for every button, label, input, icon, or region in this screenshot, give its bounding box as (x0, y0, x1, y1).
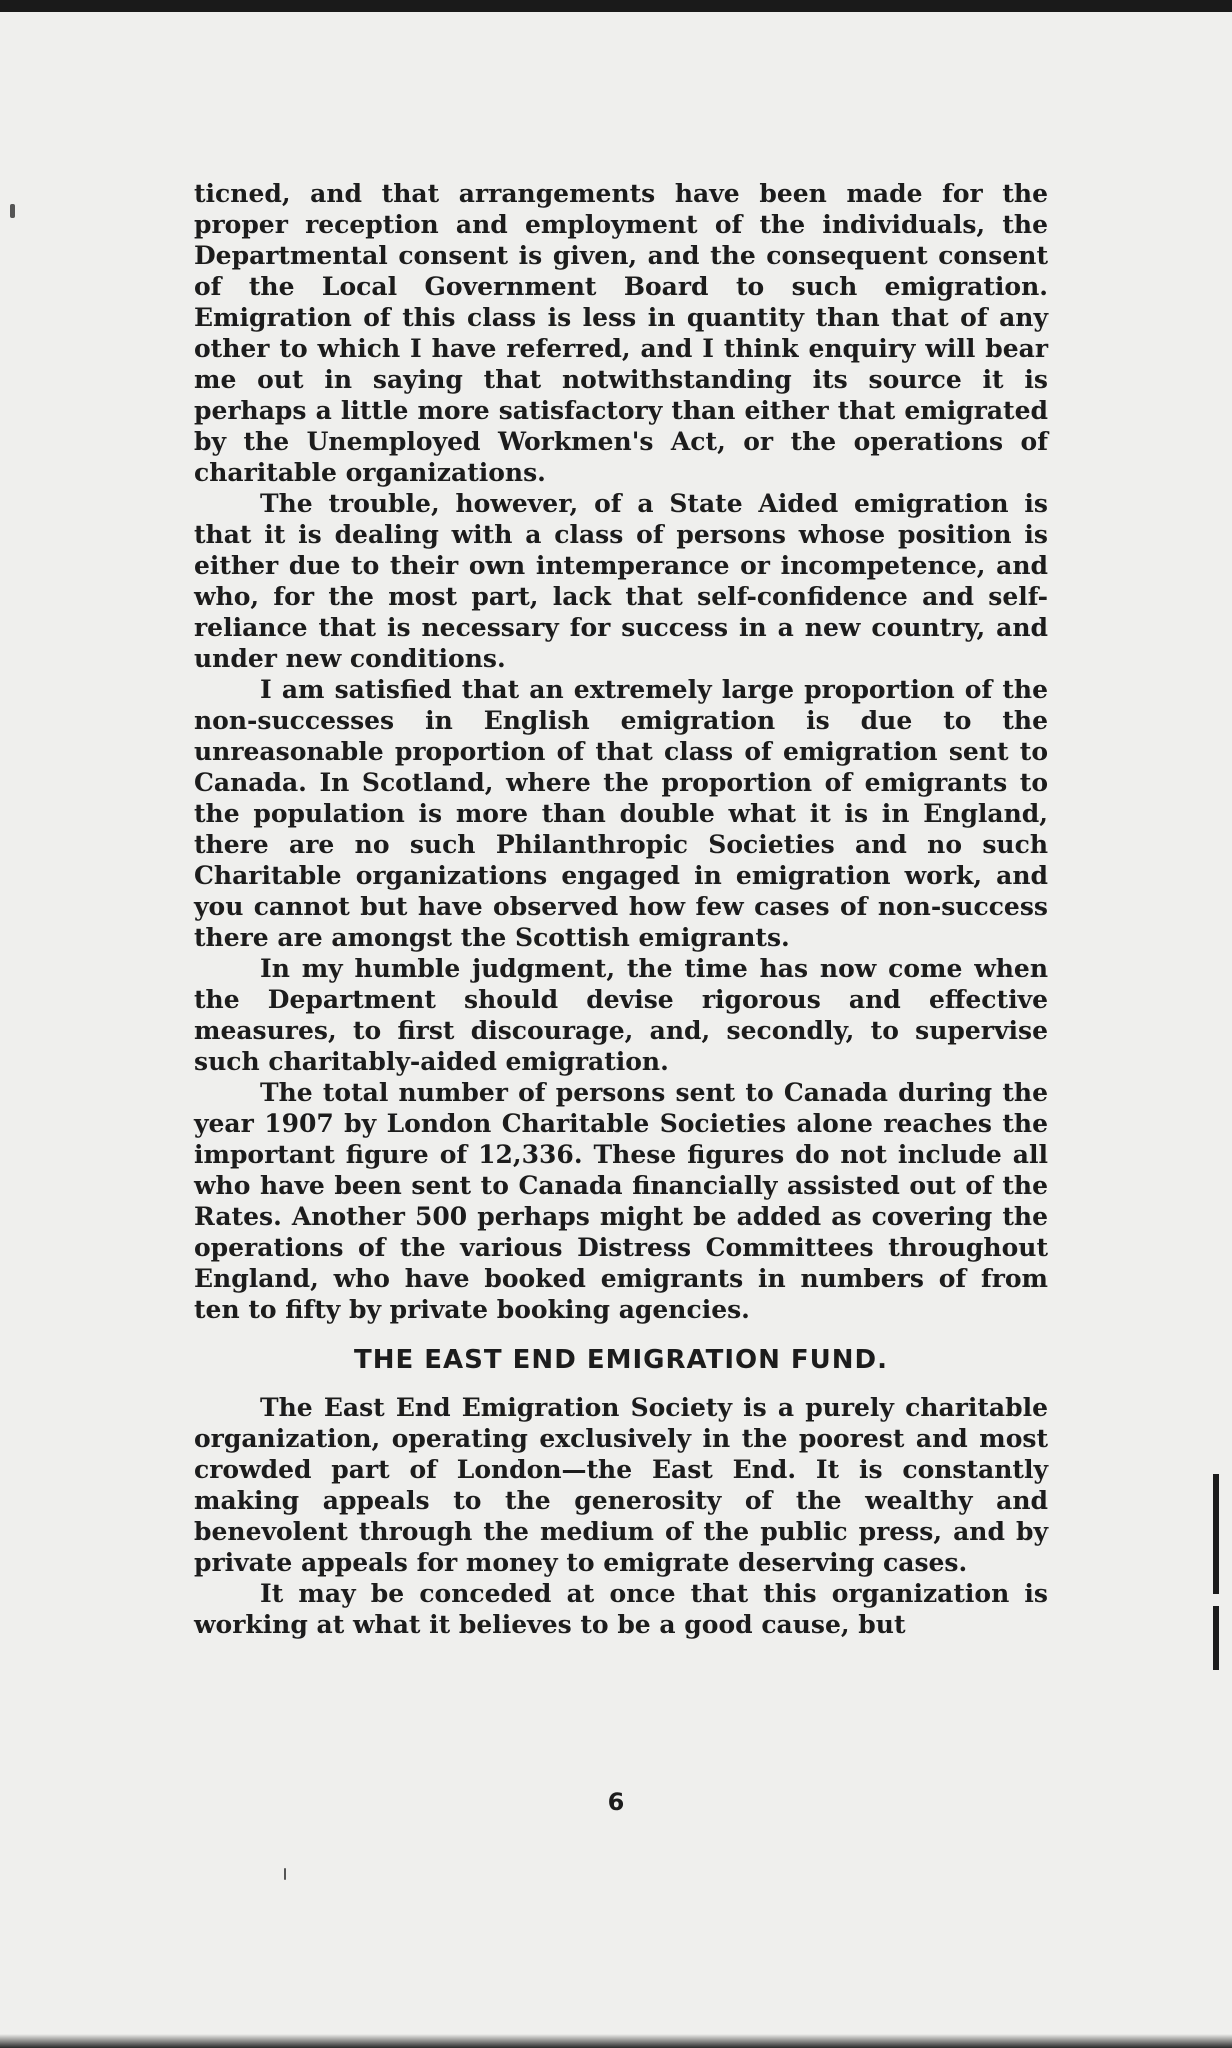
scan-edge-bottom (0, 2034, 1232, 2048)
scanned-page (0, 12, 1232, 2048)
margin-bar-lower (1213, 1606, 1219, 1670)
paragraph-6: The East End Emigration Society is a purely charitable organization, operating exclusively in the poorest and most crowded part of London—the East End. It is constantly making appeals to the generosity of the wealthy and benevolent through the medium of the public press, and by private appeals for money to emigrate deserving cases. (194, 1393, 1048, 1577)
body-text (194, 178, 1048, 1640)
paragraph-3: I am satisfied that an extremely large proportion of the non-successes in English emigration is due to the unreasonable proportion of that class of emigration sent to Canada. In Scotland, where the proportion of emigrants to the population is more than double what it is in England, there are no such Philanthropic Societies and no such Charitable organizations engaged in emigration work, and you cannot but have observed how few cases of non-success there are amongst the Scottish emigrants. (194, 675, 1048, 952)
edge-speck (10, 204, 15, 218)
paragraph-4: In my humble judgment, the time has now come when the Department should devise rigorous and effective measures, to first discourage, and, secondly, to supervise such charitably-aided emigration. (194, 954, 1048, 1076)
paragraph-2: The trouble, however, of a State Aided emigration is that it is dealing with a class of persons whose position is either due to their own intemperance or incompetence, and who, for the most part, lack that self-confidence and self-reliance that is necessary for success in a new country, and under new conditions. (194, 489, 1048, 673)
paragraph-5: The total number of persons sent to Canada during the year 1907 by London Charitable Societies alone reaches the important figure of 12,336. These figures do not include all who have been sent to Canada financially assisted out of the Rates. Another 500 perhaps might be added as covering the operations of the various Distress Committees throughout England, who have booked emigrants in numbers of from ten to fifty by private booking agencies. (194, 1078, 1048, 1324)
paragraph-1: ticned, and that arrangements have been made for the proper reception and employment of the individuals, the Departmental consent is given, and the consequent consent of the Local Government Board to such emigration. Emigration of this class is less in quantity than that of any other to which I have referred, and I think enquiry will bear me out in saying that notwithstanding its source it is perhaps a little more satisfactory than either that emigrated by the Unemployed Workmen's Act, or the operations of charitable organizations. (194, 179, 1048, 487)
page-number: 6 (607, 1788, 625, 1816)
margin-bar-upper (1213, 1474, 1219, 1594)
paragraph-7: It may be conceded at once that this organization is working at what it believes to be a good cause, but (194, 1579, 1048, 1639)
dust-speck (284, 1868, 286, 1880)
section-heading: THE EAST END EMIGRATION FUND. (353, 1345, 889, 1375)
